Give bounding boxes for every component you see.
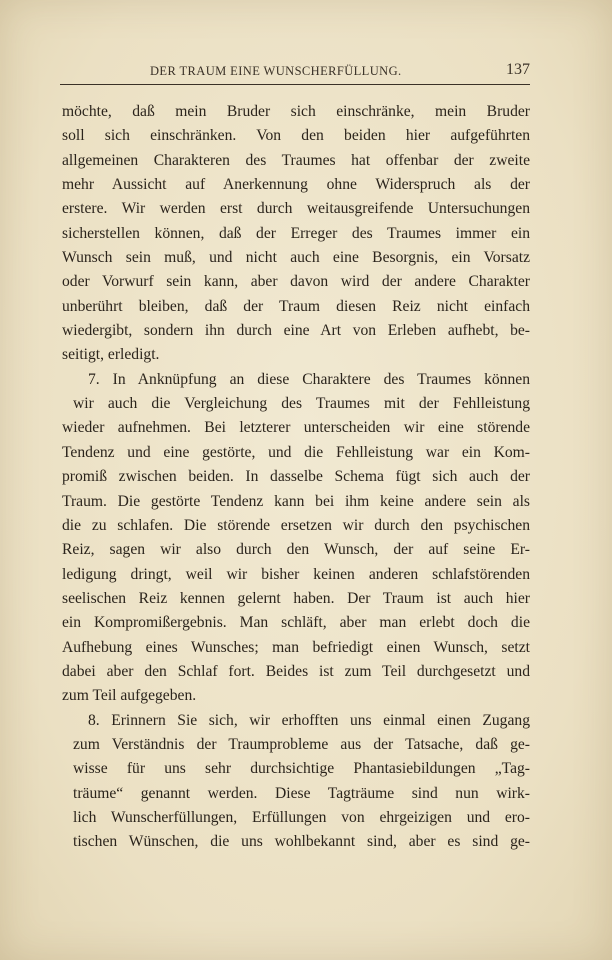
text-line: wisse für uns sehr durchsichtige Phantasiebildungen „Tag-	[73, 760, 530, 778]
text-line: oder Vorwurf sein kann, aber davon wird der andere Charakter	[62, 273, 530, 291]
text-line: ein Kompromißergebnis. Man schläft, aber man erlebt doch die	[62, 614, 530, 632]
paragraph-7-start: 7. In Anknüpfung an diese Charaktere des Traumes können	[88, 370, 530, 388]
text-line: promiß zwischen beiden. In dasselbe Schema fügt sich auch der	[62, 468, 530, 486]
text-line: wir auch die Vergleichung des Traumes mit der Fehlleistung	[73, 395, 530, 413]
text-line: lich Wunscherfüllungen, Erfüllungen von ehrgeizigen und ero-	[73, 808, 530, 826]
text-line: Aufhebung eines Wunsches; man befriedigt einen Wunsch, setzt	[62, 638, 530, 656]
text-line: träume“ genannt werden. Diese Tagträume sind nun wirk-	[73, 784, 530, 802]
running-head	[60, 60, 530, 86]
text-line: Wunsch sein muß, und nicht auch eine Besorgnis, ein Vorsatz	[62, 249, 530, 267]
text-line: soll sich einschränken. Von den beiden hier aufgeführten	[62, 127, 530, 145]
text-line: unberührt bleiben, daß der Traum diesen Reiz nicht einfach	[62, 297, 530, 315]
text-line: Reiz, sagen wir also durch den Wunsch, der auf seine Er-	[62, 541, 530, 559]
text-line: seelischen Reiz kennen gelernt haben. Der Traum ist auch hier	[62, 589, 530, 607]
text-line: zum Teil aufgegeben.	[62, 687, 197, 705]
text-line: möchte, daß mein Bruder sich einschränke, mein Bruder	[62, 103, 530, 120]
text-line: ledigung dringt, weil wir bisher keinen anderen schlafstörenden	[62, 565, 530, 583]
text-line: Traum. Die gestörte Tendenz kann bei ihm keine andere sein als	[62, 492, 530, 510]
text-line: erstere. Wir werden erst durch weitausgreifende Untersuchungen	[62, 200, 530, 218]
header-rule	[60, 84, 530, 85]
text-line: dabei aber den Schlaf fort. Beides ist zum Teil durchgesetzt und	[62, 662, 530, 680]
text-line: mehr Aussicht auf Anerkennung ohne Widerspruch als der	[62, 176, 530, 194]
text-line: sicherstellen können, daß der Erreger des Traumes immer ein	[62, 224, 530, 242]
text-line: seitigt, erledigt.	[62, 346, 160, 364]
text-line: tischen Wünschen, die uns wohlbekannt sind, aber es sind ge-	[73, 833, 530, 851]
text-line: wiedergibt, sondern ihn durch eine Art von Erleben aufhebt, be-	[62, 322, 530, 340]
text-line: zum Verständnis der Traumprobleme aus der Tatsache, daß ge-	[73, 735, 530, 753]
text-line: die zu schlafen. Die störende ersetzen wir durch den psychischen	[62, 516, 530, 534]
page-number: 137	[506, 61, 530, 78]
text-line: wieder aufnehmen. Bei letzterer unterscheiden wir eine störende	[62, 419, 530, 437]
paragraph-8-start: 8. Erinnern Sie sich, wir erhofften uns einmal einen Zugang	[88, 711, 530, 729]
running-title: DER TRAUM EINE WUNSCHERFÜLLUNG.	[150, 64, 402, 78]
text-line: allgemeinen Charakteren des Traumes hat offenbar der zweite	[62, 151, 530, 169]
text-line: Tendenz und eine gestörte, und die Fehlleistung war ein Kom-	[62, 443, 530, 461]
body-text	[62, 100, 530, 855]
